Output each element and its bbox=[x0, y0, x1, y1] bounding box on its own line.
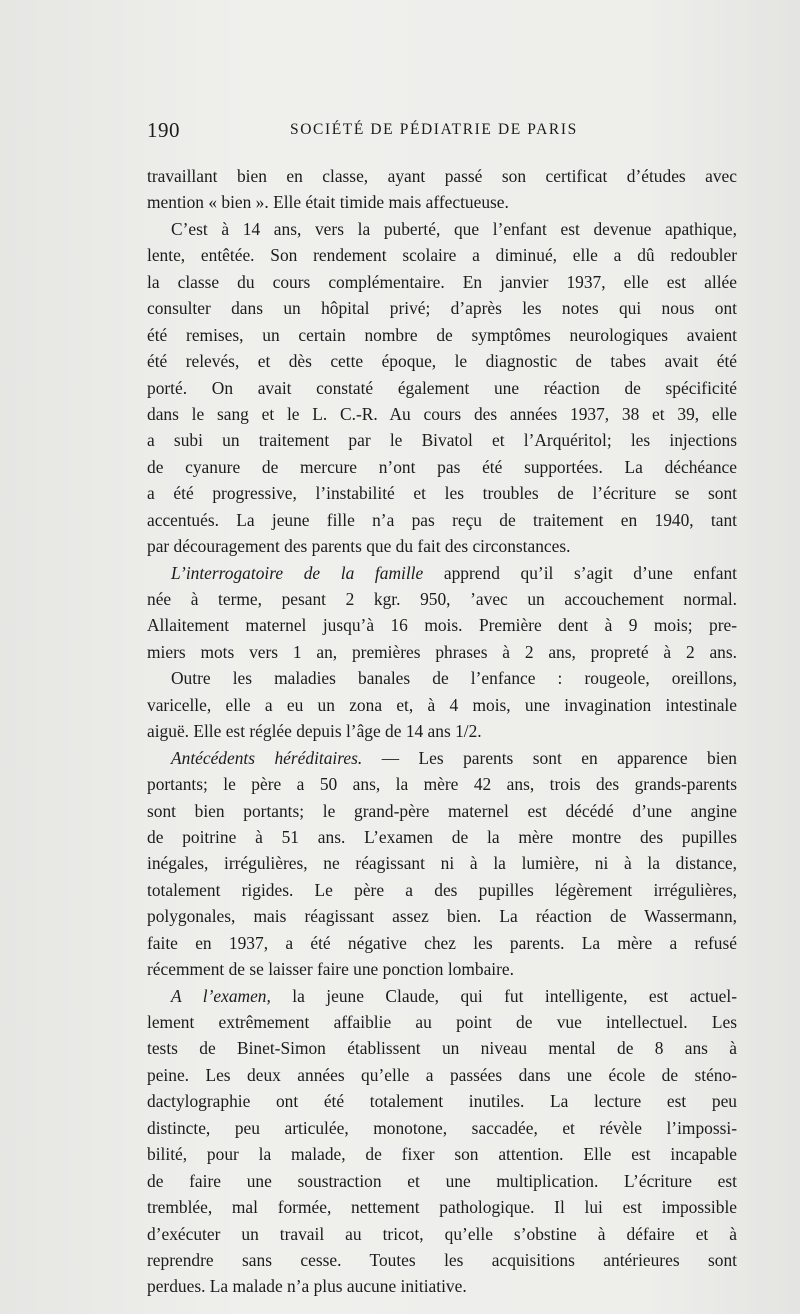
page-number: 190 bbox=[147, 118, 180, 142]
running-head bbox=[147, 115, 737, 145]
text-line: de cyanure de mercure n’ont pas été supportées. La déchéance bbox=[147, 456, 737, 477]
text-line: été relevés, et dès cette époque, le diagnostic de tabes avait été bbox=[147, 351, 737, 372]
text-line: dans le sang et le L. C.-R. Au cours des années 1937, 38 et 39, elle bbox=[147, 403, 737, 424]
text-line: dactylographie ont été totalement inutiles. La lecture est peu bbox=[147, 1091, 737, 1112]
text-line: sont bien portants; le grand-père maternel est décédé d’une angine bbox=[147, 800, 737, 821]
text-line: a subi un traitement par le Bivatol et l’Arquéritol; les injections bbox=[147, 430, 737, 451]
text-line: travaillant bien en classe, ayant passé son certificat d’études avec bbox=[147, 166, 737, 186]
text-line: a été progressive, l’instabilité et les troubles de l’écriture se sont bbox=[147, 483, 737, 504]
text-line: aiguë. Elle est réglée depuis l’âge de 14 ans 1/2. bbox=[147, 721, 482, 742]
text-line: lente, entêtée. Son rendement scolaire a diminué, elle a dû redoubler bbox=[147, 245, 737, 266]
text-line: été remises, un certain nombre de symptômes neurologiques avaient bbox=[147, 324, 737, 345]
text-line: bilité, pour la malade, de fixer son attention. Elle est incapable bbox=[147, 1144, 737, 1165]
text-line: lement extrêmement affaiblie au point de vue intellectuel. Les bbox=[147, 1012, 737, 1032]
text-line: de faire une soustraction et une multiplication. L’écriture est bbox=[147, 1170, 737, 1191]
text-line: porté. On avait constaté également une réaction de spécificité bbox=[147, 377, 737, 398]
text-line: de poitrine à 51 ans. L’examen de la mère montre des pupilles bbox=[147, 826, 737, 847]
text-line: C’est à 14 ans, vers la puberté, que l’enfant est devenue apathique, bbox=[171, 218, 737, 239]
text-line: mention « bien ». Elle était timide mais affectueuse. bbox=[147, 192, 509, 213]
text-line: Allaitement maternel jusqu’à 16 mois. Première dent à 9 mois; pre- bbox=[147, 615, 737, 636]
text-line: varicelle, elle a eu un zona et, à 4 mois, une invagination intestinale bbox=[147, 694, 737, 715]
text-line bbox=[147, 560, 737, 586]
text-line: tests de Binet-Simon établissent un niveau mental de 8 ans à bbox=[147, 1038, 737, 1059]
text-line-rest: apprend qu’il s’agit d’une enfant bbox=[443, 562, 737, 583]
text-line bbox=[147, 983, 737, 1009]
text-line: totalement rigides. Le père a des pupilles légèrement irrégulières, bbox=[147, 879, 737, 900]
text-line: récemment de se laisser faire une ponction lombaire. bbox=[147, 959, 514, 980]
text-line: la classe du cours complémentaire. En janvier 1937, elle est allée bbox=[147, 271, 737, 292]
text-line: portants; le père a 50 ans, la mère 42 ans, trois des grands-parents bbox=[147, 774, 737, 795]
text-line: née à terme, pesant 2 kgr. 950, ’avec un accouchement normal. bbox=[147, 589, 737, 609]
text-line: distincte, peu articulée, monotone, saccadée, et révèle l’impossi- bbox=[147, 1117, 737, 1138]
text-line: polygonales, mais réagissant assez bien. La réaction de Wassermann, bbox=[147, 906, 737, 927]
text-line: d’exécuter un travail au tricot, qu’elle s’obstine à défaire et à bbox=[147, 1223, 737, 1244]
italic-lead: Antécédents héréditaires. bbox=[171, 747, 363, 768]
body-text bbox=[147, 163, 737, 1300]
italic-lead: L’interrogatoire de la famille bbox=[171, 562, 424, 583]
text-line: miers mots vers 1 an, premières phrases à 2 ans, propreté à 2 ans. bbox=[147, 641, 737, 662]
text-line: perdues. La malade n’a plus aucune initiative. bbox=[147, 1276, 467, 1297]
italic-lead: A l’examen, bbox=[171, 985, 271, 1006]
text-line: par découragement des parents que du fait des circonstances. bbox=[147, 536, 571, 557]
text-line: Outre les maladies banales de l’enfance : rougeole, oreillons, bbox=[171, 668, 737, 689]
text-line: consulter dans un hôpital privé; d’après les notes qui nous ont bbox=[147, 298, 737, 319]
text-line: peine. Les deux années qu’elle a passées dans une école de sténo- bbox=[147, 1064, 737, 1085]
text-line: inégales, irrégulières, ne réagissant ni à la lumière, ni à la distance, bbox=[147, 853, 737, 874]
text-line: tremblée, mal formée, nettement pathologique. Il lui est impossible bbox=[147, 1197, 737, 1218]
text-line: accentués. La jeune fille n’a pas reçu de traitement en 1940, tant bbox=[147, 509, 737, 530]
text-line: reprendre sans cesse. Toutes les acquisitions antérieures sont bbox=[147, 1249, 737, 1270]
text-line-rest: la jeune Claude, qui fut intelligente, est actuel- bbox=[292, 985, 737, 1006]
text-line bbox=[147, 745, 737, 771]
journal-title: SOCIÉTÉ DE PÉDIATRIE DE PARIS bbox=[290, 121, 578, 138]
text-line-rest: — Les parents sont en apparence bien bbox=[381, 747, 737, 768]
text-line: faite en 1937, a été négative chez les parents. La mère a refusé bbox=[147, 932, 737, 953]
